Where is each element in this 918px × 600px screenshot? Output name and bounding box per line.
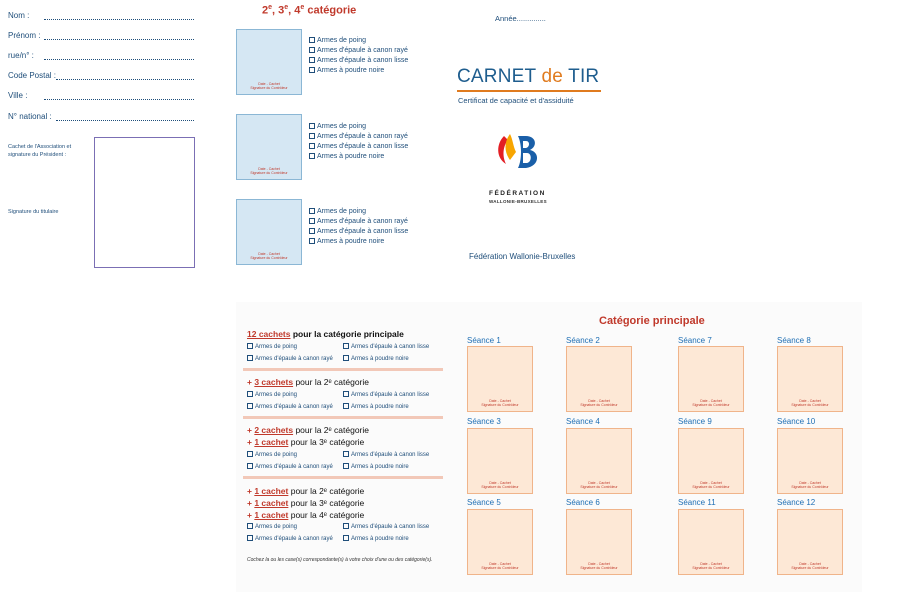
field-label-prenom: Prénom : (8, 31, 41, 40)
stamp-signature-label: Signature du Contrôleur (481, 566, 519, 570)
options-list-2 (309, 122, 408, 162)
seance-stamp-box[interactable] (777, 346, 843, 412)
checkbox-icon (343, 403, 349, 409)
requirement-options-2 (247, 389, 447, 413)
requirement-options-1 (247, 341, 447, 365)
checkbox-icon (309, 133, 315, 139)
field-code-postal-line[interactable] (56, 79, 194, 80)
stamp-signature-label: Signature du Contrôleur (580, 403, 618, 407)
stamp-date-label: Date - Cachet (258, 252, 280, 256)
annee-field[interactable]: Année.............. (495, 14, 546, 23)
carnet-cover-card (0, 0, 640, 285)
field-prenom-line[interactable] (44, 39, 194, 40)
checkbox-option[interactable]: Armes d'épaule à canon rayé (247, 461, 343, 473)
field-nom-line[interactable] (44, 19, 194, 20)
checkbox-icon (309, 67, 315, 73)
checkbox-option[interactable]: Armes de poing (309, 207, 408, 217)
checkbox-icon (309, 228, 315, 234)
checkbox-option[interactable]: Armes à poudre noire (343, 353, 409, 365)
field-ville-line[interactable] (44, 99, 194, 100)
principal-category-heading: Catégorie principale (599, 315, 705, 327)
checkbox-icon (343, 523, 349, 529)
checkbox-icon (247, 403, 253, 409)
checkbox-icon (343, 391, 349, 397)
checkbox-icon (247, 343, 253, 349)
signature-box[interactable] (94, 137, 195, 268)
checkbox-option[interactable]: Armes d'épaule à canon rayé (247, 401, 343, 413)
instructions-note: Cochez la ou les case(s) correspondante(s) à votre choix d'une ou des catégorie(s). (247, 557, 433, 563)
field-rue-line[interactable] (44, 59, 194, 60)
stamp-box-other-2[interactable] (236, 114, 302, 180)
stamp-signature-label: Signature du Contrôleur (791, 403, 829, 407)
carnet-subtitle: Certificat de capacité et d'assiduité (458, 96, 574, 105)
wb-logo-icon (492, 130, 554, 186)
separator (243, 368, 443, 371)
separator (243, 416, 443, 419)
checkbox-icon (343, 343, 349, 349)
checkbox-option[interactable]: Armes de poing (247, 521, 343, 533)
checkbox-icon (343, 463, 349, 469)
federation-name: Fédération Wallonie-Bruxelles (469, 252, 576, 261)
checkbox-icon (247, 535, 253, 541)
checkbox-icon (343, 451, 349, 457)
stamp-signature-label: Signature du Contrôleur (250, 171, 288, 175)
seance-label: Séance 8 (777, 336, 811, 345)
logo-wb-word: WALLONIE-BRUXELLES (489, 199, 547, 204)
stamp-date-label: Date - Cachet (799, 481, 821, 485)
stamp-box-other-3[interactable] (236, 199, 302, 265)
stamp-signature-label: Signature du Contrôleur (481, 403, 519, 407)
stamp-signature-label: Signature du Contrôleur (481, 485, 519, 489)
seance-label: Séance 12 (777, 498, 816, 507)
checkbox-icon (247, 451, 253, 457)
seance-stamp-box[interactable] (467, 428, 533, 494)
field-label-rue: rue/n° : (8, 51, 34, 60)
checkbox-option[interactable]: Armes d'épaule à canon rayé (247, 353, 343, 365)
stamp-date-label: Date - Cachet (588, 562, 610, 566)
seance-stamp-box[interactable] (566, 509, 632, 575)
stamp-date-label: Date - Cachet (588, 481, 610, 485)
checkbox-option[interactable]: Armes d'épaule à canon rayé (309, 217, 408, 227)
seance-label: Séance 10 (777, 417, 816, 426)
requirement-options-3 (247, 449, 447, 473)
checkbox-icon (247, 355, 253, 361)
checkbox-icon (247, 523, 253, 529)
options-list-1 (309, 36, 408, 76)
holder-signature-label: Signature du titulaire (8, 209, 59, 215)
checkbox-option[interactable]: Armes de poing (309, 36, 408, 46)
seance-stamp-box[interactable] (566, 346, 632, 412)
stamp-box-other-1[interactable] (236, 29, 302, 95)
stamp-date-label: Date - Cachet (258, 167, 280, 171)
checkbox-icon (309, 37, 315, 43)
checkbox-icon (309, 218, 315, 224)
federation-logo (492, 130, 554, 186)
checkbox-icon (343, 355, 349, 361)
checkbox-icon (309, 238, 315, 244)
checkbox-icon (309, 57, 315, 63)
seance-label: Séance 1 (467, 336, 501, 345)
checkbox-option[interactable]: Armes d'épaule à canon lisse (309, 56, 408, 66)
stamp-signature-label: Signature du Contrôleur (580, 485, 618, 489)
seance-stamp-box[interactable] (678, 346, 744, 412)
stamp-date-label: Date - Cachet (700, 399, 722, 403)
other-categories-heading: 2e, 3e, 4e catégorie (262, 4, 357, 17)
stamp-signature-label: Signature du Contrôleur (791, 485, 829, 489)
requirement-line: + 2 cachets pour la 2ᵉ catégorie (247, 425, 370, 435)
checkbox-option[interactable]: Armes de poing (247, 341, 343, 353)
stamp-signature-label: Signature du Contrôleur (250, 256, 288, 260)
checkbox-icon (247, 463, 253, 469)
requirement-line: + 1 cachet pour la 3ᵉ catégorie (247, 437, 365, 447)
seance-label: Séance 11 (678, 498, 716, 507)
checkbox-option[interactable]: Armes à poudre noire (309, 152, 408, 162)
seance-label: Séance 7 (678, 336, 712, 345)
seance-label: Séance 3 (467, 417, 501, 426)
seance-stamp-box[interactable] (678, 428, 744, 494)
checkbox-option[interactable]: Armes à poudre noire (309, 237, 408, 247)
checkbox-option[interactable]: Armes à poudre noire (343, 401, 409, 413)
checkbox-option[interactable]: Armes d'épaule à canon rayé (247, 533, 343, 545)
stamp-signature-label: Signature du Contrôleur (692, 485, 730, 489)
stamp-date-label: Date - Cachet (588, 399, 610, 403)
checkbox-icon (309, 123, 315, 129)
checkbox-option[interactable]: Armes de poing (247, 449, 343, 461)
checkbox-option[interactable]: Armes à poudre noire (343, 533, 409, 545)
stamp-date-label: Date - Cachet (700, 481, 722, 485)
requirement-options-4 (247, 521, 447, 545)
stamp-date-label: Date - Cachet (489, 481, 511, 485)
requirement-line: 12 cachets pour la catégorie principale (247, 329, 404, 339)
seance-stamp-box[interactable] (777, 428, 843, 494)
title-underline (457, 90, 601, 92)
seance-stamp-box[interactable] (777, 509, 843, 575)
stamp-signature-label: Signature du Contrôleur (692, 403, 730, 407)
stamp-date-label: Date - Cachet (489, 562, 511, 566)
seance-stamp-box[interactable] (678, 509, 744, 575)
seance-stamp-box[interactable] (566, 428, 632, 494)
stamp-date-label: Date - Cachet (799, 562, 821, 566)
seance-label: Séance 9 (678, 417, 712, 426)
field-label-ville: Ville : (8, 91, 28, 100)
checkbox-option[interactable]: Armes de poing (309, 122, 408, 132)
association-signature-label: Cachet de l'Association et signature du Président : (8, 144, 72, 158)
requirement-line: + 1 cachet pour la 4ᵉ catégorie (247, 510, 365, 520)
checkbox-option[interactable]: Armes d'épaule à canon lisse (343, 521, 429, 533)
checkbox-option[interactable]: Armes d'épaule à canon lisse (343, 449, 429, 461)
stamp-date-label: Date - Cachet (258, 82, 280, 86)
checkbox-icon (309, 208, 315, 214)
stamp-date-label: Date - Cachet (489, 399, 511, 403)
checkbox-option[interactable]: Armes d'épaule à canon lisse (309, 142, 408, 152)
logo-federation-word: FÉDÉRATION (489, 190, 546, 197)
checkbox-icon (247, 391, 253, 397)
carnet-title: CARNET de TIR (457, 66, 600, 87)
checkbox-option[interactable]: Armes à poudre noire (309, 66, 408, 76)
options-list-3 (309, 207, 408, 247)
checkbox-option[interactable]: Armes d'épaule à canon lisse (343, 341, 429, 353)
field-national-line[interactable] (56, 120, 194, 121)
requirement-line: + 1 cachet pour la 2ᵉ catégorie (247, 486, 365, 496)
checkbox-option[interactable]: Armes d'épaule à canon lisse (343, 389, 429, 401)
separator (243, 476, 443, 479)
stamp-signature-label: Signature du Contrôleur (250, 86, 288, 90)
field-label-national: N° national : (8, 112, 52, 121)
checkbox-option[interactable]: Armes d'épaule à canon lisse (309, 227, 408, 237)
seance-label: Séance 6 (566, 498, 600, 507)
checkbox-option[interactable]: Armes d'épaule à canon rayé (309, 46, 408, 56)
seance-stamp-box[interactable] (467, 346, 533, 412)
stamp-signature-label: Signature du Contrôleur (580, 566, 618, 570)
requirement-line: + 3 cachets pour la 2ᵉ catégorie (247, 377, 370, 387)
checkbox-icon (309, 47, 315, 53)
seance-stamp-box[interactable] (467, 509, 533, 575)
checkbox-option[interactable]: Armes d'épaule à canon rayé (309, 132, 408, 142)
field-label-code-postal: Code Postal : (8, 71, 57, 80)
checkbox-option[interactable]: Armes à poudre noire (343, 461, 409, 473)
checkbox-icon (343, 535, 349, 541)
seance-label: Séance 4 (566, 417, 600, 426)
field-label-nom: Nom : (8, 11, 30, 20)
checkbox-icon (309, 153, 315, 159)
stamp-date-label: Date - Cachet (799, 399, 821, 403)
seance-label: Séance 2 (566, 336, 600, 345)
seance-label: Séance 5 (467, 498, 501, 507)
stamp-date-label: Date - Cachet (700, 562, 722, 566)
checkbox-option[interactable]: Armes de poing (247, 389, 343, 401)
stamp-signature-label: Signature du Contrôleur (791, 566, 829, 570)
requirement-line: + 1 cachet pour la 3ᵉ catégorie (247, 498, 365, 508)
stamp-signature-label: Signature du Contrôleur (692, 566, 730, 570)
checkbox-icon (309, 143, 315, 149)
